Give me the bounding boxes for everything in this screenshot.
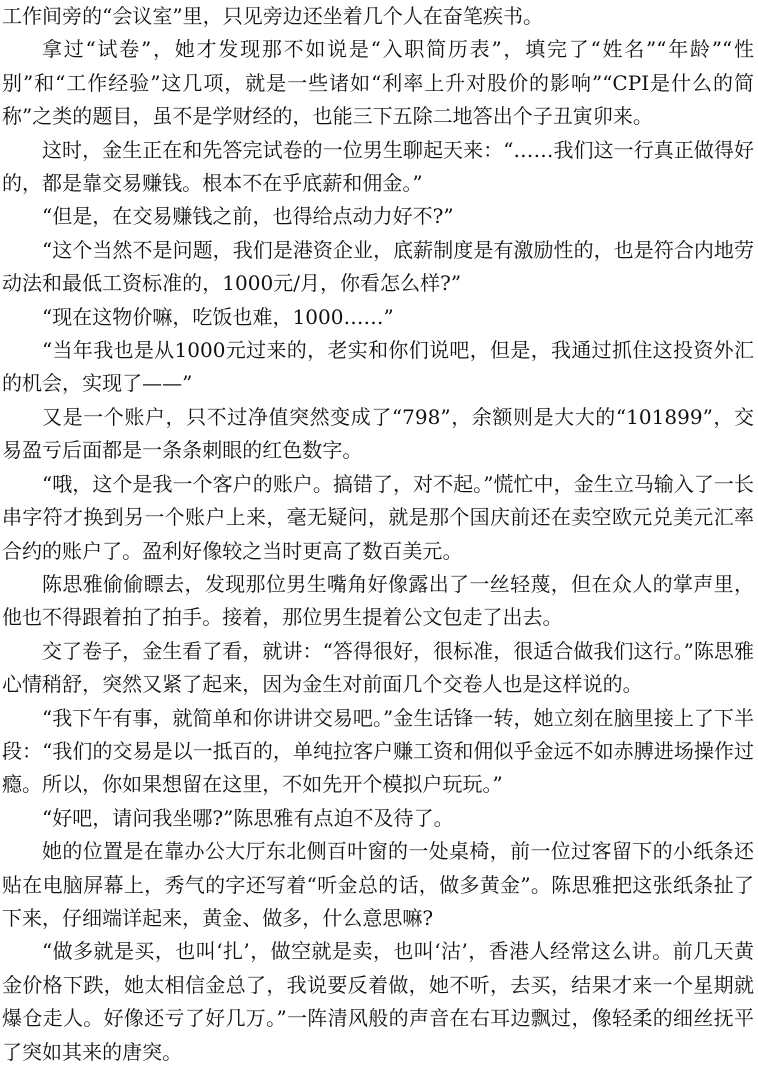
- paragraph: 她的位置是在靠办公大厅东北侧百叶窗的一处桌椅，前一位过客留下的小纸条还贴在电脑屏幕上，秀气的字还写着“听金总的话，做多黄金”。陈思雅把这张纸条扯了下来，仔细端详起来，黄金、做多，什么意思嘛?: [2, 839, 754, 930]
- paragraph: “现在这物价嘛，吃饭也难，1000……”: [42, 304, 394, 329]
- paragraph: “我下午有事，就简单和你讲讲交易吧。”金生话锋一转，她立刻在脑里接上了下半段：“我们的交易是以一抵百的，单纯拉客户赚工资和佣似乎金远不如赤膊进场操作过瘾。所以，你如果想留在这里，不如先开个模拟户玩玩。”: [2, 705, 754, 797]
- paragraph: “好吧，请问我坐哪?”陈思雅有点迫不及待了。: [42, 805, 454, 830]
- paragraph: 又是一个账户，只不过净值突然变成了“798”，余额则是大大的“101899”，交易盈亏后面都是一条条刺眼的红色数字。: [2, 404, 754, 463]
- paragraph: 工作间旁的“会议室”里，只见旁边还坐着几个人在奋笔疾书。: [2, 4, 544, 28]
- paragraph: “这个当然不是问题，我们是港资企业，底薪制度是有激励性的，也是符合内地劳动法和最低工资标准的，1000元/月，你看怎么样?”: [2, 237, 754, 296]
- paragraph: “但是，在交易赚钱之前，也得给点动力好不?”: [42, 204, 454, 229]
- paragraph: “做多就是买，也叫‘扎’，做空就是卖，也叫‘沽’，香港人经常这么讲。前几天黄金价格下跌，她太相信金总了，我说要反着做，她不听，去买，结果才来一个星期就爆仓走人。好像还亏了好几万。”一阵清风般的声音在右耳边飘过，像轻柔的细丝抚平了突如其来的唐突。: [2, 939, 754, 1064]
- body-text: [2, 0, 754, 1069]
- paragraph: 陈思雅偷偷瞟去，发现那位男生嘴角好像露出了一丝轻蔑，但在众人的掌声里，他也不得跟着拍了拍手。接着，那位男生提着公文包走了出去。: [2, 571, 754, 630]
- paragraph: 这时，金生正在和先答完试卷的一位男生聊起天来：“……我们这一行真正做得好的，都是靠交易赚钱。根本不在乎底薪和佣金。”: [2, 137, 754, 196]
- paragraph: 交了卷子，金生看了看，就讲：“答得很好，很标准，很适合做我们这行。”陈思雅心情稍舒，突然又紧了起来，因为金生对前面几个交卷人也是这样说的。: [2, 638, 754, 697]
- paragraph: 拿过“试卷”，她才发现那不如说是“入职简历表”，填完了“姓名”“年龄”“性别”和“工作经验”这几项，就是一些诸如“利率上升对股价的影响”“CPI是什么的简称”之类的题目，虽不是学财经的，也能三下五除二地答出个子丑寅卯来。: [2, 37, 754, 129]
- paragraph: “哦，这个是我一个客户的账户。搞错了，对不起。”慌忙中，金生立马输入了一长串字符才换到另一个账户上来，毫无疑问，就是那个国庆前还在卖空欧元兑美元汇率合约的账户了。盈利好像较之当时更高了数百美元。: [2, 471, 754, 563]
- paragraph: “当年我也是从1000元过来的，老实和你们说吧，但是，我通过抓住这投资外汇的机会，实现了——”: [2, 338, 754, 396]
